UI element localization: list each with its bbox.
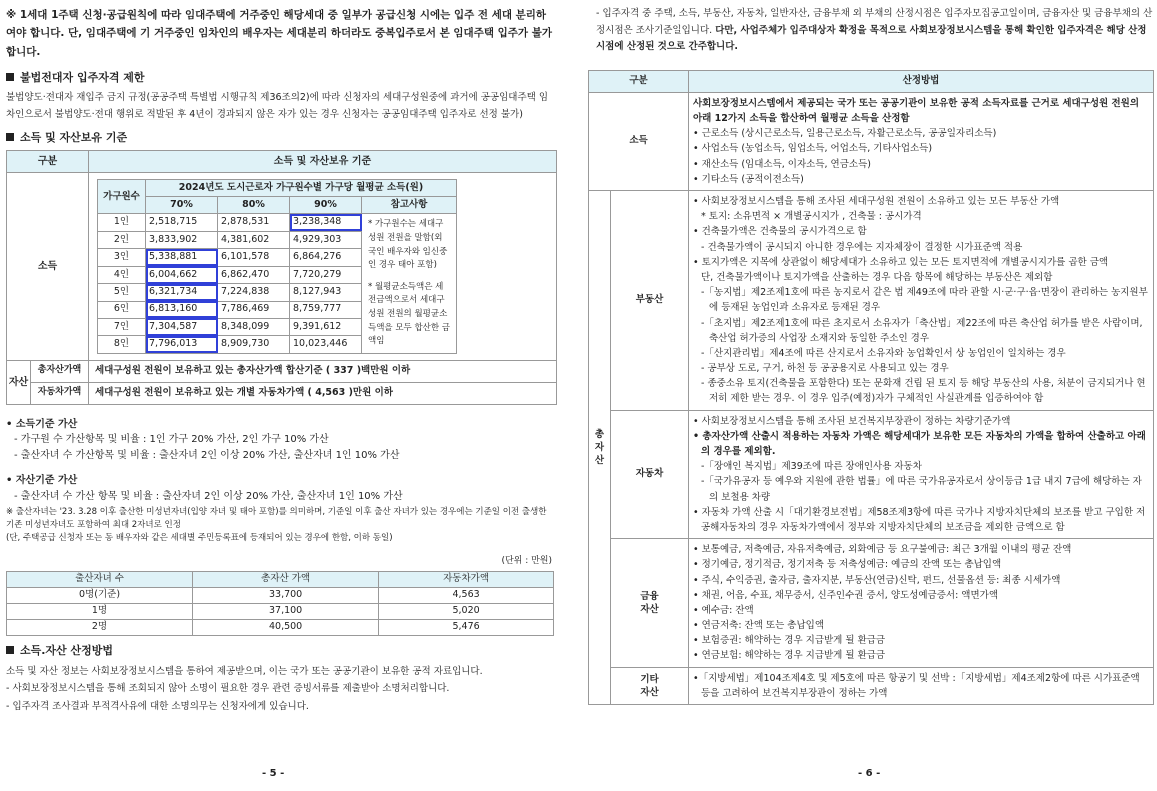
intro-bold-text: 다만, 사업주체가 입주대상자 확정을 목적으로 사회보장정보시스템을 통해 확인한 입주자격은 해당 산정시점에 산정된 것으로 간주합니다. [596, 24, 1147, 53]
section-title: 소득 및 자산보유 기준 [20, 131, 128, 145]
income-row [98, 214, 457, 231]
income-70: 6,004,662 [146, 266, 218, 283]
income-70: 6,813,160 [146, 301, 218, 318]
realestate-label: 부동산 [611, 191, 689, 411]
income-80: 6,101,578 [218, 249, 290, 266]
col-90: 90% [290, 197, 362, 214]
income-70: 7,796,013 [146, 336, 218, 354]
method-item: • 건축물가액은 건축물의 공시가격으로 함 [693, 226, 867, 238]
child-asset-table [6, 571, 554, 636]
car-content [689, 410, 1154, 539]
income-80: 7,786,469 [218, 301, 290, 318]
car-value: 5,020 [379, 603, 554, 619]
col-category: 구분 [7, 151, 89, 173]
unit-label: (단위 : 만원) [501, 555, 552, 566]
car-value: 5,476 [379, 619, 554, 635]
col-standard: 소득 및 자산보유 기준 [89, 151, 557, 173]
household-size: 1인 [98, 214, 146, 231]
household-size: 3인 [98, 249, 146, 266]
col-80: 80% [218, 197, 290, 214]
income-add-title: • 소득기준 가산 [6, 418, 78, 430]
income-70: 2,518,715 [146, 214, 218, 231]
income-90: 10,023,446 [290, 336, 362, 354]
financial-item: • 보통예금, 저축예금, 자유저축예금, 외화예금 등 요구불예금: 최근 3개월 이내의 평균 잔액 [693, 544, 1072, 556]
total-asset-text: 세대구성원 전원이 보유하고 있는 총자산가액 합산기준 ( 337 )백만원 이하 [89, 360, 557, 382]
financial-item: • 연금보험: 해약하는 경우 지급받게 될 환급금 [693, 650, 886, 662]
method-item: -「초지법」제2조제1호에 따른 초지로서 소유자가「축산법」제22조에 따른 축산업 허가를 받은 사람이며, 축산업 허가증의 사업장 소재지와 동일한 주소인 경우 [701, 317, 1143, 344]
intro-text: - 입주자격 중 주택, 소득, 부동산, 자동차, 일반자산, 금융부채 외 부채의 산정시점은 입주자모집공고일이며, 금융자산 및 금융부채의 산정시점은 조사기준일입니다. [596, 8, 1153, 36]
child-asset-row [7, 619, 554, 635]
financial-item: • 보험증권: 해약하는 경우 지급받게 될 환급금 [693, 635, 886, 647]
income-80: 8,909,730 [218, 336, 290, 354]
page-6 [588, 0, 1154, 791]
intro-notice: ※ 1세대 1주택 신청·공급원칙에 따라 임대주택에 거주중인 해당세대 중 일부가 공급신청 시에는 입주 전 세대 분리하여야 합니다. 단, 임대주택에 기 거주중인 임차인의 배우자는 세대분리 하더라도 중복입주로서 본 임대주택 입주가 불가합니다. [6, 9, 553, 58]
square-bullet-icon [6, 73, 14, 81]
income-90: 6,864,276 [290, 249, 362, 266]
col-note: 참고사항 [362, 197, 457, 214]
col-children: 출산자녀 수 [7, 571, 193, 587]
household-size: 7인 [98, 318, 146, 335]
financial-item: • 예수금: 잔액 [693, 604, 754, 616]
household-size: 5인 [98, 284, 146, 301]
col-household: 가구원수 [98, 180, 146, 214]
total-asset-value: 40,500 [193, 619, 379, 635]
financial-item: • 정기예금, 정기적금, 정기저축 등 저축성예금: 예금의 잔액 또는 총납입액 [693, 559, 1002, 571]
method-item: -「장애인 복지법」제39조에 따른 장애인사용 자동차 [701, 461, 922, 473]
car-label: 자동차 [611, 410, 689, 539]
income-90: 4,929,303 [290, 231, 362, 248]
income-label: 소득 [589, 92, 689, 190]
income-90: 9,391,612 [290, 318, 362, 335]
col-70: 70% [146, 197, 218, 214]
method-item: • 토지가액은 지목에 상관없이 해당세대가 소유하고 있는 모든 토지면적에 개별공시지가를 곱한 금액 [693, 256, 1109, 268]
income-cell [89, 173, 557, 360]
total-asset-label: 총자산가액 [31, 360, 89, 382]
page-number: - 6 - [858, 767, 881, 779]
other-asset-text: •「지방세법」제104조제4호 및 제5호에 따른 항공기 및 선박 :「지방세법」제4조제2항에 따른 시가표준액 등을 고려하여 보건복지부장관이 정하는 가액 [693, 672, 1140, 699]
col-total-asset: 총자산 가액 [193, 571, 379, 587]
car-value: 4,563 [379, 587, 554, 603]
method-item: • 자동차 가액 산출 시「대기환경보전법」제58조제3항에 따른 국가나 지방자치단체의 보조를 받고 구입한 저공해자동차의 경우 자동차가액에서 정부와 지방자치단체의 보조금을 제외한 금액으로 함 [693, 506, 1146, 533]
section-income-asset [6, 129, 556, 146]
method-item: - 종중소유 토지(건축물을 포함한다) 또는 문화재 건립 된 토지 등 해당 부동산의 사용, 처분이 금지되거나 현저히 제한 받는 경우. 이 경우 입주(예정)자가 구체적인 사실관계를 입증하여야 함 [701, 378, 1146, 405]
income-90: 8,759,777 [290, 301, 362, 318]
method-item: - 건축물가액이 공시되지 아니한 경우에는 지자체장이 결정한 시가표준액 적용 [701, 241, 1023, 253]
illegal-sublease-body: 불법양도·전대자 재입주 금지 규정(공공주택 특별법 시행규칙 제36조의2)에 따라 신청자의 세대구성원중에 과거에 공공임대주택 임차인으로서 불법양도·전대 행위로 적발된 후 4년이 경과되지 않은 자가 있는 경우 신청자는 공공임대주택 입주자로 선정 불가) [6, 92, 549, 120]
other-asset-label: 기타 자산 [611, 667, 689, 704]
children-count: 1명 [7, 603, 193, 619]
total-asset-label: 총 자 산 [589, 191, 611, 705]
income-90: 7,720,279 [290, 266, 362, 283]
financial-content [689, 539, 1154, 668]
financial-item: • 채권, 어음, 수표, 채무증서, 신주인수권 증서, 양도성예금증서: 액면가액 [693, 589, 999, 601]
col-car-value: 자동차가액 [379, 571, 554, 587]
household-size: 4인 [98, 266, 146, 283]
income-item: • 사업소득 (농업소득, 임업소득, 어업소득, 기타사업소득) [693, 143, 933, 155]
section-calc-method [6, 642, 556, 659]
method-item: * 토지: 소유면적 × 개별공시지가 , 건축물 : 공시가격 [701, 211, 922, 223]
total-asset-value: 37,100 [193, 603, 379, 619]
income-80: 6,862,470 [218, 266, 290, 283]
section-illegal-sublease [6, 69, 556, 86]
child-asset-row [7, 603, 554, 619]
method-item: - 공부상 도로, 구거, 하천 등 공공용지로 사용되고 있는 경우 [701, 363, 949, 375]
other-asset-content [689, 667, 1154, 704]
note-monthly-income: * 월평균소득액은 세전금액으로서 세대구성원 전원의 월평균소득액을 모두 합산한 금액임 [368, 281, 451, 347]
asset-label: 자산 [7, 360, 31, 404]
square-bullet-icon [6, 646, 14, 654]
method-item: • 사회보장정보시스템을 통해 조사된 세대구성원 전원이 소유하고 있는 모든 부동산 가액 [693, 196, 1060, 207]
intro-paragraph [588, 6, 1154, 56]
income-label: 소득 [7, 173, 89, 360]
method-item: -「농지법」제2조제1호에 따른 농지로서 같은 법 제49조에 따라 관할 시·군·구·읍·면장이 관리하는 농지원부에 등재된 농업인과 소유자로 등재된 경우 [701, 287, 1148, 314]
income-lead: 사회보장정보시스템에서 제공되는 국가 또는 공공기관이 보유한 공적 소득자료를 근거로 세대구성원 전원의 아래 12가지 소득을 합산하여 월평균 소득을 산정함 [693, 97, 1140, 125]
income-add-2: - 출산자녀 수 가산항목 및 비율 : 출산자녀 2인 이상 20% 가산, 출산자녀 1인 10% 가산 [14, 449, 400, 461]
income-80: 2,878,531 [218, 214, 290, 231]
income-70: 7,304,587 [146, 318, 218, 335]
asset-note: ※ 출산자녀는 '23. 3.28 이후 출산한 미성년자녀(입양 자녀 및 태아 포함)를 의미하며, 기준일 이후 출산 자녀가 있는 경우에는 기준일 이전 출생한 기존 미성년자녀도 포함하여 최대 2자녀로 인정 (단, 주택공급 신청자 또는 동 배우자와 같은 세대별 주민등록표에 등재되어 있는 경우에 한함, 이하 동일) [6, 507, 547, 543]
household-size: 6인 [98, 301, 146, 318]
method-item: -「국가유공자 등 예우와 지원에 관한 법률」에 따른 국가유공자로서 상이등급 1급 내지 7급에 해당하는 자의 보철용 차량 [701, 476, 1142, 503]
income-90: 8,127,943 [290, 284, 362, 301]
car-label: 자동차가액 [31, 382, 89, 404]
financial-label: 금융 자산 [611, 539, 689, 668]
financial-item: • 주식, 수익증권, 출자금, 출자지분, 부동산(연금)신탁, 펀드, 선물옵션 등: 최종 시세가액 [693, 574, 1061, 586]
income-add-1: - 가구원 수 가산항목 및 비율 : 1인 가구 20% 가산, 2인 가구 10% 가산 [14, 434, 329, 446]
inner-title: 2024년도 도시근로자 가구원수별 가구당 월평균 소득(원) [146, 180, 457, 197]
income-70: 5,338,881 [146, 249, 218, 266]
method-item: -「산지관리법」제4조에 따른 산지로서 소유자와 농업확인서 상 농업인이 일치하는 경우 [701, 347, 1066, 359]
car-text: 세대구성원 전원이 보유하고 있는 개별 자동차가액 ( 4,563 )만원 이하 [89, 382, 557, 404]
household-size: 2인 [98, 231, 146, 248]
asset-add-title: • 자산기준 가산 [6, 475, 78, 487]
income-items [693, 126, 1149, 187]
asset-add-1: - 출산자녀 수 가산 항목 및 비율 : 출산자녀 2인 이상 20% 가산, 출산자녀 1인 10% 가산 [14, 490, 403, 502]
children-count: 2명 [7, 619, 193, 635]
calc-method-2: - 사회보장정보시스템을 통해 조회되지 않아 소명이 필요한 경우 관련 증빙서류를 제출받아 소명처리합니다. [6, 683, 450, 695]
col-category: 구분 [589, 70, 689, 92]
calc-method-table [588, 70, 1154, 705]
method-item: • 사회보장정보시스템을 통해 조사된 보건복지부장관이 정하는 차량기준가액 [693, 415, 1011, 427]
income-inner-table [97, 179, 457, 353]
page-number: - 5 - [262, 767, 285, 779]
household-size: 8인 [98, 336, 146, 354]
income-item: • 재산소득 (임대소득, 이자소득, 연금소득) [693, 158, 871, 170]
income-item: • 기타소득 (공적이전소득) [693, 173, 804, 185]
income-70: 6,321,734 [146, 284, 218, 301]
income-80: 4,381,602 [218, 231, 290, 248]
income-90: 3,238,348 [290, 214, 362, 231]
calc-method-3: - 입주자격 조사결과 부적격사유에 대한 소명의무는 신청자에게 있습니다. [6, 700, 309, 712]
square-bullet-icon [6, 133, 14, 141]
method-item: • 총자산가액 산출시 적용하는 자동차 가액은 해당세대가 보유한 모든 자동차의 가액을 합하여 산출하고 아래의 경우를 제외함. [693, 430, 1146, 457]
method-item: 단, 건축물가액이나 토지가액을 산출하는 경우 다음 항목에 해당하는 부동산은 제외함 [701, 271, 1053, 283]
income-80: 8,348,099 [218, 318, 290, 335]
section-title: 불법전대자 입주자격 제한 [20, 71, 145, 85]
income-70: 3,833,902 [146, 231, 218, 248]
child-asset-row [7, 587, 554, 603]
income-item: • 근로소득 (상시근로소득, 일용근로소득, 자활근로소득, 공공일자리소득) [693, 128, 997, 140]
children-count: 0명(기준) [7, 587, 193, 603]
page-5 [0, 0, 560, 791]
income-80: 7,224,838 [218, 284, 290, 301]
col-method: 산정방법 [689, 70, 1154, 92]
financial-item: • 연금저축: 잔액 또는 총납입액 [693, 620, 825, 632]
note-household: * 가구원수는 세대구성원 전원을 말함(외국인 배우자와 임신중인 경우 태아 포함) [368, 219, 448, 271]
total-asset-value: 33,700 [193, 587, 379, 603]
income-notes [362, 214, 457, 353]
section-title: 소득.자산 산정방법 [20, 643, 114, 657]
calc-method-1: 소득 및 자산 정보는 사회보장정보시스템을 통하여 제공받으며, 이는 국가 또는 공공기관이 보유한 공적 자료입니다. [6, 665, 483, 677]
income-content [689, 92, 1154, 190]
income-asset-table [6, 150, 557, 404]
realestate-content [689, 191, 1154, 411]
